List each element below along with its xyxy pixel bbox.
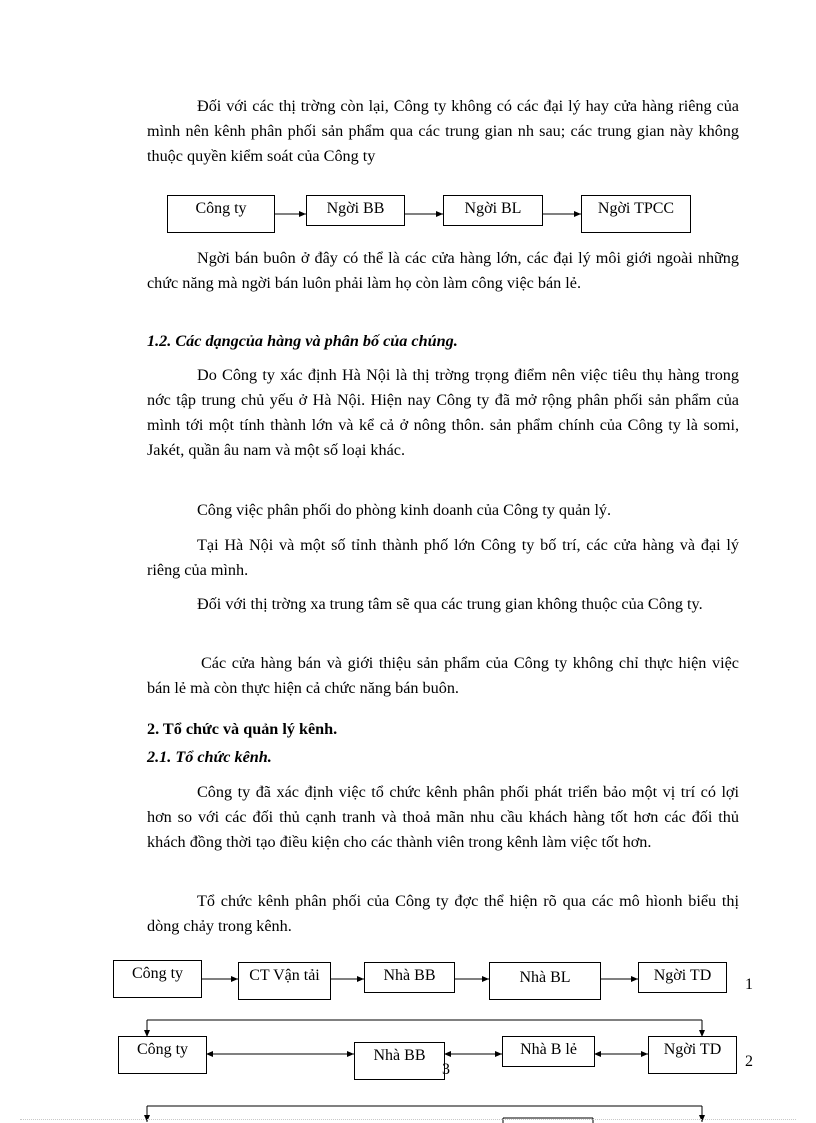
paragraph-remote-market: Đối với thị trờng xa trung tâm sẽ qua các trung gian không thuộc của Công ty. xyxy=(197,595,703,613)
page-bottom-divider xyxy=(20,1119,796,1120)
chain1-consumer-box: Ngời TPCC xyxy=(581,195,691,233)
flow1-wholesaler-box: Nhà BB xyxy=(364,962,455,993)
paragraph-stores: Tại Hà Nội và một số tỉnh thành phố lớn Công ty bố trí, các cửa hàng và đại lý riêng của mình. xyxy=(147,536,739,579)
paragraph-showrooms: Các cửa hàng bán và giới thiệu sản phẩm của Công ty không chỉ thực hiện việc bán lẻ mà còn thực hiện cả chức năng bán buôn. xyxy=(147,654,739,697)
flow2-consumer-box: Ngời TD xyxy=(648,1036,737,1074)
paragraph-intro: Đối với các thị trờng còn lại, Công ty không có các đại lý hay cửa hàng riêng của mình nên kênh phân phối sản phẩm qua các trung gian nh sau; các trung gian này không thuộc quyền kiểm soát của Công ty xyxy=(147,97,739,165)
flow2-company-box: Công ty xyxy=(118,1036,207,1074)
heading-2-1: 2.1. Tổ chức kênh. xyxy=(147,748,272,766)
paragraph-wholesaler: Ngời bán buôn ở đây có thể là các cửa hàng lớn, các đại lý môi giới ngoài những chức năng mà ngời bán luôn phải làm họ còn làm công việc bán lẻ. xyxy=(147,249,739,292)
flow2-retailer-box: Nhà B lẻ xyxy=(502,1036,595,1067)
page-number: 3 xyxy=(442,1061,450,1078)
flow1-consumer-box: Ngời TD xyxy=(638,962,727,993)
heading-2: 2. Tổ chức và quản lý kênh. xyxy=(147,720,338,738)
paragraph-flow-models: Tổ chức kênh phân phối của Công ty đợc thể hiện rõ qua các mô hìonh biểu thị dòng chảy trong kênh. xyxy=(147,892,739,935)
chain1-retailer-box: Ngời BL xyxy=(443,195,543,226)
chain1-wholesaler-box: Ngời BB xyxy=(306,195,405,226)
chain1-company-box: Công ty xyxy=(167,195,275,233)
flow1-retailer-box: Nhà BL xyxy=(489,962,601,1000)
paragraph-channel-org: Công ty đã xác định việc tổ chức kênh phân phối phát triển bảo một vị trí có lợi hơn so với các đối thủ cạnh tranh và thoả mãn nhu cầu khách hàng tốt hơn các đối thủ khách đồng thời tạo điều kiện cho các thành viên trong kênh làm việc tốt hơn. xyxy=(147,783,739,851)
paragraph-hanoi-market: Do Công ty xác định Hà Nội là thị trờng trọng điểm nên việc tiêu thụ hàng trong nớc tập trung chủ yếu ở Hà Nội. Hiện nay Công ty đã mở rộng phân phối sản phẩm của mình tới một tính thành lớn và kể cả ở nông thôn. sản phẩm chính của Công ty là somi, Jakét, quần âu nam và một số loại khác. xyxy=(147,366,739,459)
flow2-wholesaler-box: Nhà BB xyxy=(354,1042,445,1080)
paragraph-sales-dept: Công việc phân phối do phòng kinh doanh của Công ty quản lý. xyxy=(197,501,612,519)
flow1-company-box: Công ty xyxy=(113,960,202,998)
heading-1-2: 1.2. Các dạngcủa hàng và phân bố của chúng. xyxy=(147,332,458,350)
flow1-transport-box: CT Vận tải xyxy=(238,962,331,1000)
flow2-number: 2 xyxy=(745,1053,753,1070)
flow1-number: 1 xyxy=(745,976,753,993)
